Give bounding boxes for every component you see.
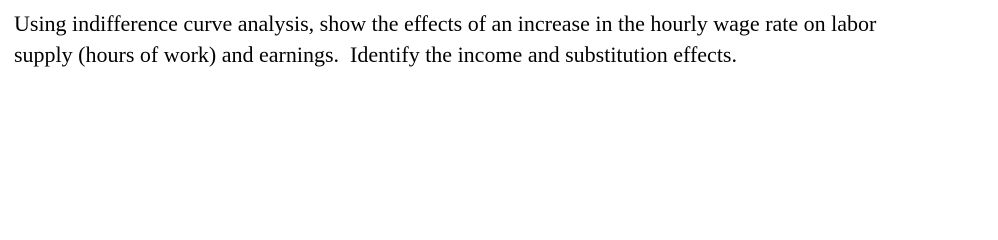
question-line-2: supply (hours of work) and earnings. Identify the income and substitution effects.	[14, 42, 737, 67]
question-line-1: Using indifference curve analysis, show the effects of an increase in the hourly wage rate on labor	[14, 11, 877, 36]
question-text	[14, 8, 989, 70]
